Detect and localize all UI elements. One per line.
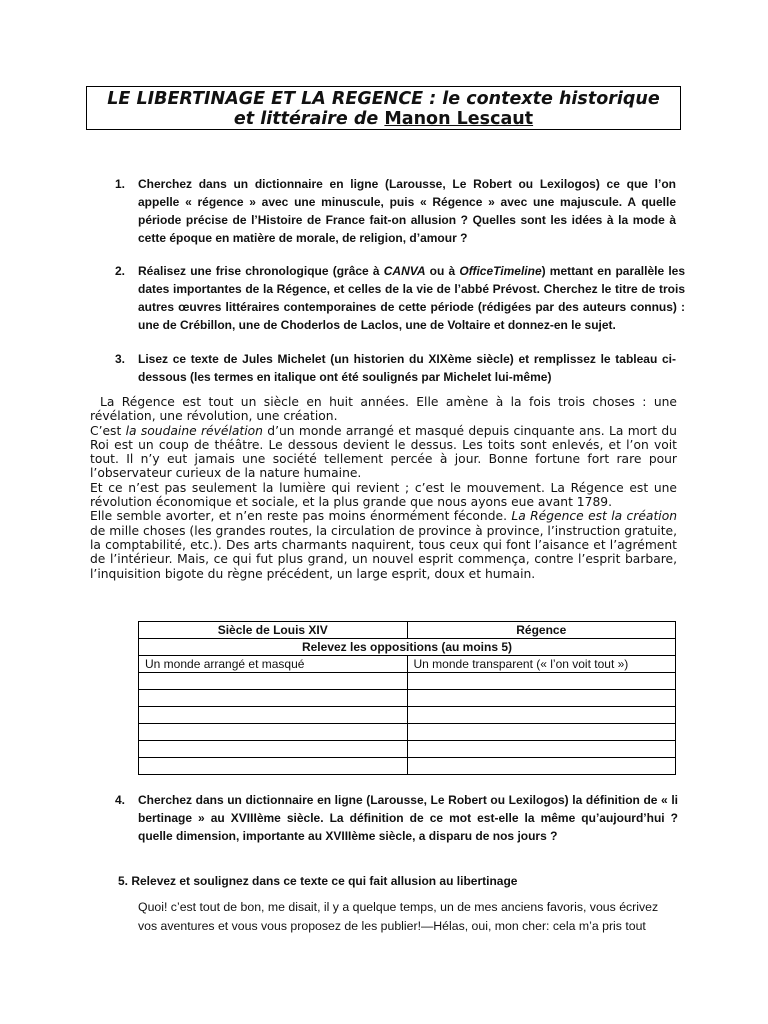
table-cell[interactable] xyxy=(139,741,408,758)
table-cell[interactable]: Un monde arrangé et masqué xyxy=(139,656,408,673)
table-cell[interactable] xyxy=(407,673,676,690)
paragraph-1: La Régence est tout un siècle en huit années. Elle amène à la fois trois choses : une révélation, une révolution, une création. xyxy=(90,395,677,424)
table-cell[interactable] xyxy=(407,707,676,724)
canva-name: CANVA xyxy=(383,264,426,278)
question-text-a: Réalisez une frise chronologique (grâce à xyxy=(138,264,384,278)
question-number: 1. xyxy=(115,177,126,191)
table-row xyxy=(139,707,676,724)
table-header-row xyxy=(139,622,676,639)
table-cell[interactable] xyxy=(407,690,676,707)
table-row xyxy=(139,741,676,758)
table-row xyxy=(139,690,676,707)
question-number: 3. xyxy=(115,352,126,366)
paragraph-4 xyxy=(90,509,677,580)
question-number: 4. xyxy=(115,793,126,807)
prevost-quote xyxy=(138,898,683,936)
p4-b: de mille choses (les grandes routes, la circulation de province à province, l’instruction gratuite, la comptabilité, etc.). Des arts charmants naquirent, tous ceux qui font l’aisance et l’agrément de l’intérieur. Mais, ce qui fut plus grand, un nouvel esprit commença, contre l’esprit barbare, l’inquisition bigote du règne précédent, un large esprit, doux et humain. xyxy=(90,523,677,581)
table-cell[interactable]: Un monde transparent (« l’on voit tout ») xyxy=(407,656,676,673)
table-row xyxy=(139,724,676,741)
table-row xyxy=(139,673,676,690)
title-line2 xyxy=(87,109,680,129)
table-cell[interactable] xyxy=(407,741,676,758)
table-cell[interactable] xyxy=(139,707,408,724)
question-4 xyxy=(115,791,678,845)
p4-a: Elle semble avorter, et n’en reste pas moins énormément féconde. xyxy=(90,509,512,524)
table-cell[interactable] xyxy=(139,673,408,690)
book-title: Manon Lescaut xyxy=(384,109,534,129)
table-cell[interactable] xyxy=(139,690,408,707)
table-cell[interactable] xyxy=(139,724,408,741)
question-text-b: ou à xyxy=(425,264,460,278)
question-text: Cherchez dans un dictionnaire en ligne (Larousse, Le Robert ou Lexilogos) ce que l’on appelle « régence » avec une minuscule, puis « Régence » avec une majuscule. A quelle période précise de l’Histoire de France fait-on allusion ? Quelles sont les idées à la mode à cette époque en matière de morale, de religion, d’amour ? xyxy=(138,177,676,245)
title-box xyxy=(86,86,681,130)
question-1 xyxy=(115,175,676,247)
paragraph-2 xyxy=(90,424,677,481)
opposition-table xyxy=(138,621,676,775)
col-louis-xiv: Siècle de Louis XIV xyxy=(139,622,408,639)
table-row xyxy=(139,758,676,775)
michelet-text xyxy=(90,395,677,581)
question-2 xyxy=(115,262,686,334)
title-line2-prefix: et littéraire de xyxy=(233,109,385,129)
p2-italic: la soudaine révélation xyxy=(125,423,263,438)
question-3 xyxy=(115,350,676,386)
table-cell[interactable] xyxy=(407,758,676,775)
paragraph-3: Et ce n’est pas seulement la lumière qui revient ; c’est le mouvement. La Régence est une révolution économique et sociale, et la plus grande que nous ayons eue avant 1789. xyxy=(90,480,677,510)
question-number: 2. xyxy=(115,264,126,278)
p2-b: d’un monde arrangé et masqué depuis cinquante ans. La mort du Roi est un coup de théâtre. Le dessous devient le dessus. Les toits sont enlevés, et l’on voit tout. Il n’y eut jamais une société tellement percée à jour. Bonne fortune fort rare pour l’observateur curieux de la nature humaine. xyxy=(90,423,677,481)
officetimeline-name: OfficeTimeline xyxy=(459,264,542,278)
question-text: Cherchez dans un dictionnaire en ligne (Larousse, Le Robert ou Lexilogos) la définition de « li bertinage » au XVIIIème siècle. La définition de ce mot est-elle la même qu’aujourd’hui ? quelle dimension, importante au XVIIIème siècle, a disparu de nos jours ? xyxy=(138,793,678,843)
table-cell[interactable] xyxy=(407,724,676,741)
table-subheader-row xyxy=(139,639,676,656)
question-5: 5. Relevez et soulignez dans ce texte ce qui fait allusion au libertinage xyxy=(118,874,518,888)
table-cell[interactable] xyxy=(139,758,408,775)
title-line1: LE LIBERTINAGE ET LA REGENCE : le contexte historique xyxy=(107,89,660,109)
question-text: Lisez ce texte de Jules Michelet (un historien du XIXème siècle) et remplissez le tableau ci-dessous (les termes en italique ont été soulignés par Michelet lui-même) xyxy=(138,352,676,384)
col-regence: Régence xyxy=(407,622,676,639)
quote-line-2: vos aventures et vous vous proposez de les publier!—Hélas, oui, mon cher: cela m’a pris tout xyxy=(138,919,646,933)
quote-line-1: Quoi! c’est tout de bon, me disait, il y a quelque temps, un de mes anciens favoris, vous écrivez xyxy=(138,900,659,914)
question-text-c: ) mettant en parallèle les dates importantes de la Régence, et celles de la vie de l’abbé Prévost. Cherchez le titre de trois autres œuvres littéraires contemporaines de cette période (rédigées par des auteurs connus) : une de Crébillon, une de Choderlos de Laclos, une de Voltaire et donnez-en le sujet. xyxy=(138,264,686,332)
p2-a: C’est xyxy=(90,423,126,438)
table-subheader: Relevez les oppositions (au moins 5) xyxy=(139,639,676,656)
p4-italic: La Régence est la création xyxy=(511,509,678,524)
table-row xyxy=(139,656,676,673)
